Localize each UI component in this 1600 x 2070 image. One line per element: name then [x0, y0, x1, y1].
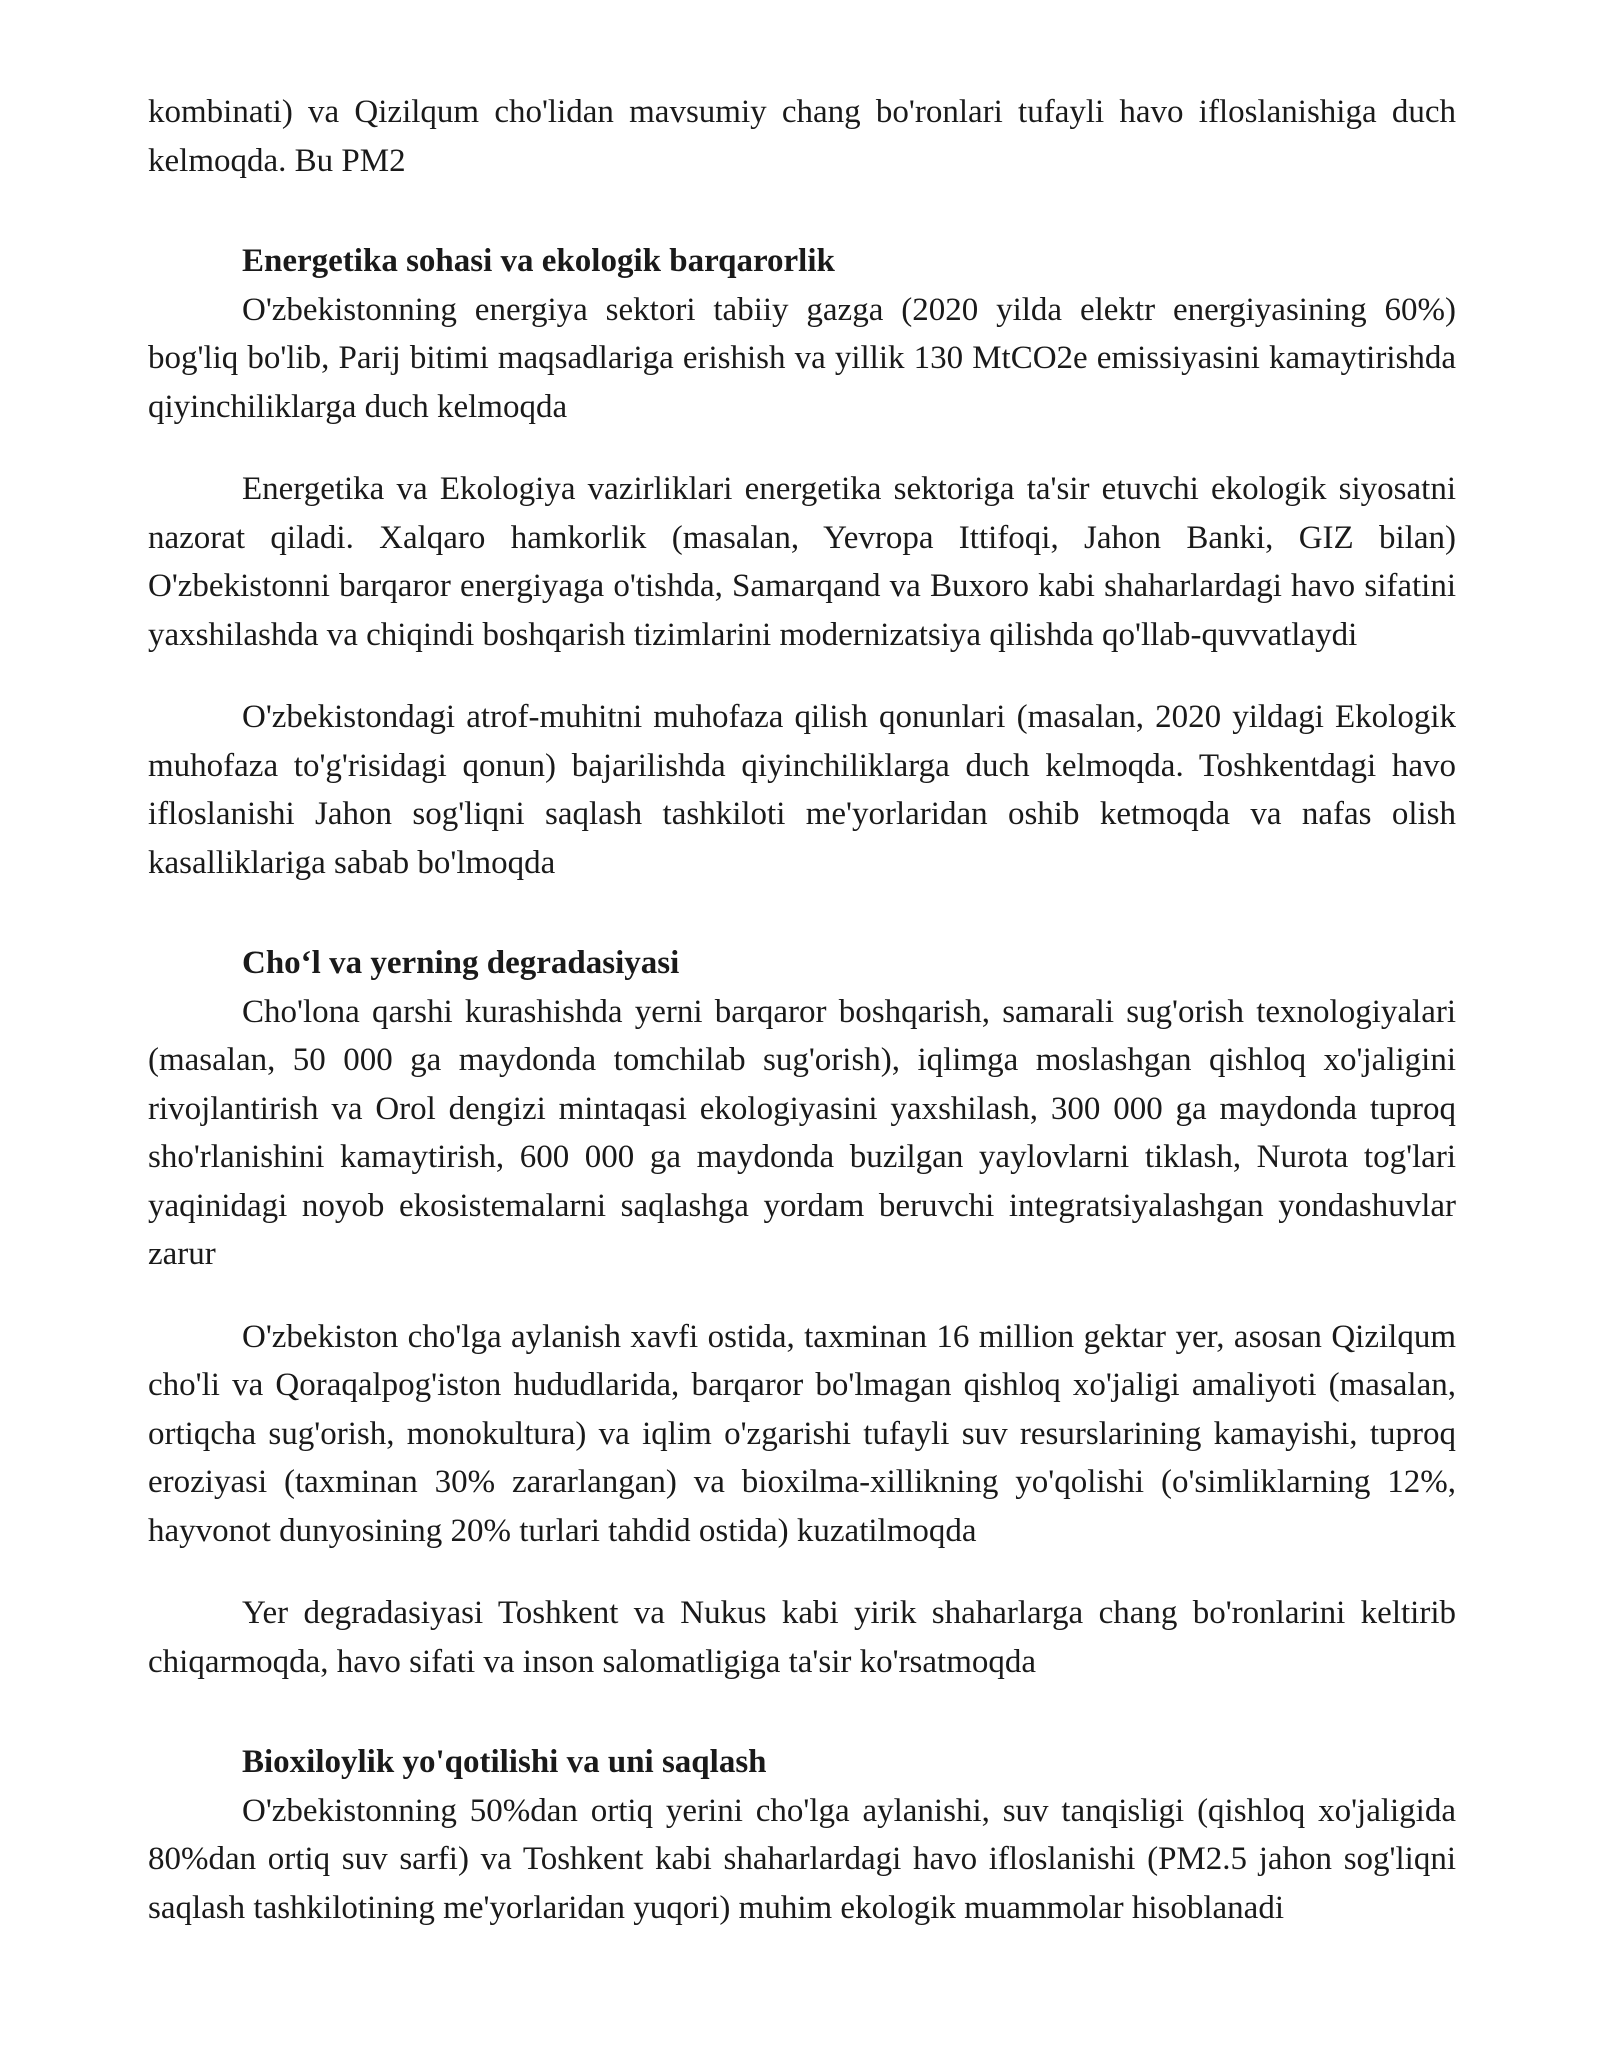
paragraph-desert-1: Cho'lona qarshi kurashishda yerni barqaror boshqarish, samarali sug'orish texnologiyalari (masalan, 50 000 ga maydonda tomchilab sug'orish), iqlimga moslashgan qishloq xo'jaligini rivojlantirish va Orol dengizi mintaqasi ekologiyasini yaxshilash, 300 000 ga maydonda tuproq sho'rlanishini kamaytirish, 600 000 ga maydonda buzilgan yaylovlarni tiklash, Nurota tog'lari yaqinidagi noyob ekosistemalarni saqlashga yordam beruvchi integratsiyalashgan yondashuvlar zarur [148, 993, 1456, 1272]
paragraph-desert-3: Yer degradasiyasi Toshkent va Nukus kabi yirik shaharlarga chang bo'ronlarini keltirib chiqarmoqda, havo sifati va inson salomatligiga ta'sir ko'rsatmoqda [148, 1595, 1456, 1680]
paragraph-energy-3: O'zbekistondagi atrof-muhitni muhofaza qilish qonunlari (masalan, 2020 yildagi Ekologik muhofaza to'g'risidagi qonun) bajarilishda qiyinchiliklarga duch kelmoqda. Toshkentdagi havo ifloslanishi Jahon sog'liqni saqlash tashkiloti me'yorlaridan oshib ketmoqda va nafas olish kasalliklariga sabab bo'lmoqda [148, 699, 1456, 881]
section-heading-biodiversity: Bioxiloylik yo'qotilishi va uni saqlash [242, 1744, 767, 1780]
section-heading-desert: Cho‘l va yerning degradasiyasi [242, 945, 680, 981]
section-heading-energy: Energetika sohasi va ekologik barqarorlik [242, 243, 835, 279]
paragraph-energy-1: O'zbekistonning energiya sektori tabiiy gazga (2020 yilda elektr energiyasining 60%) bog'liq bo'lib, Parij bitimi maqsadlariga erishish va yillik 130 MtCO2e emissiyasini kamaytirishda qiyinchiliklarga duch kelmoqda [148, 291, 1456, 425]
paragraph-energy-2: Energetika va Ekologiya vazirliklari energetika sektoriga ta'sir etuvchi ekologik siyosatni nazorat qiladi. Xalqaro hamkorlik (masalan, Yevropa Ittifoqi, Jahon Banki, GIZ bilan) O'zbekistonni barqaror energiyaga o'tishda, Samarqand va Buxoro kabi shaharlardagi havo sifatini yaxshilashda va chiqindi boshqarish tizimlarini modernizatsiya qilishda qo'llab-quvvatlaydi [148, 471, 1456, 653]
paragraph-desert-2: O'zbekiston cho'lga aylanish xavfi ostida, taxminan 16 million gektar yer, asosan Qizilqum cho'li va Qoraqalpog'iston hududlarida, barqaror bo'lmagan qishloq xo'jaligi amaliyoti (masalan, ortiqcha sug'orish, monokultura) va iqlim o'zgarishi tufayli suv resurslarining kamayishi, tuproq eroziyasi (taxminan 30% zararlangan) va bioxilma-xillikning yo'qolishi (o'simliklarning 12%, hayvonot dunyosining 20% turlari tahdid ostida) kuzatilmoqda [148, 1318, 1456, 1549]
document-page [148, 88, 1456, 1932]
intro-paragraph: kombinati) va Qizilqum cho'lidan mavsumiy chang bo'ronlari tufayli havo ifloslanishiga duch kelmoqda. Bu PM2 [148, 94, 1456, 179]
paragraph-biodiversity-1: O'zbekistonning 50%dan ortiq yerini cho'lga aylanishi, suv tanqisligi (qishloq xo'jaligida 80%dan ortiq suv sarfi) va Toshkent kabi shaharlardagi havo ifloslanishi (PM2.5 jahon sog'liqni saqlash tashkilotining me'yorlaridan yuqori) muhim ekologik muammolar hisoblanadi [148, 1792, 1456, 1926]
